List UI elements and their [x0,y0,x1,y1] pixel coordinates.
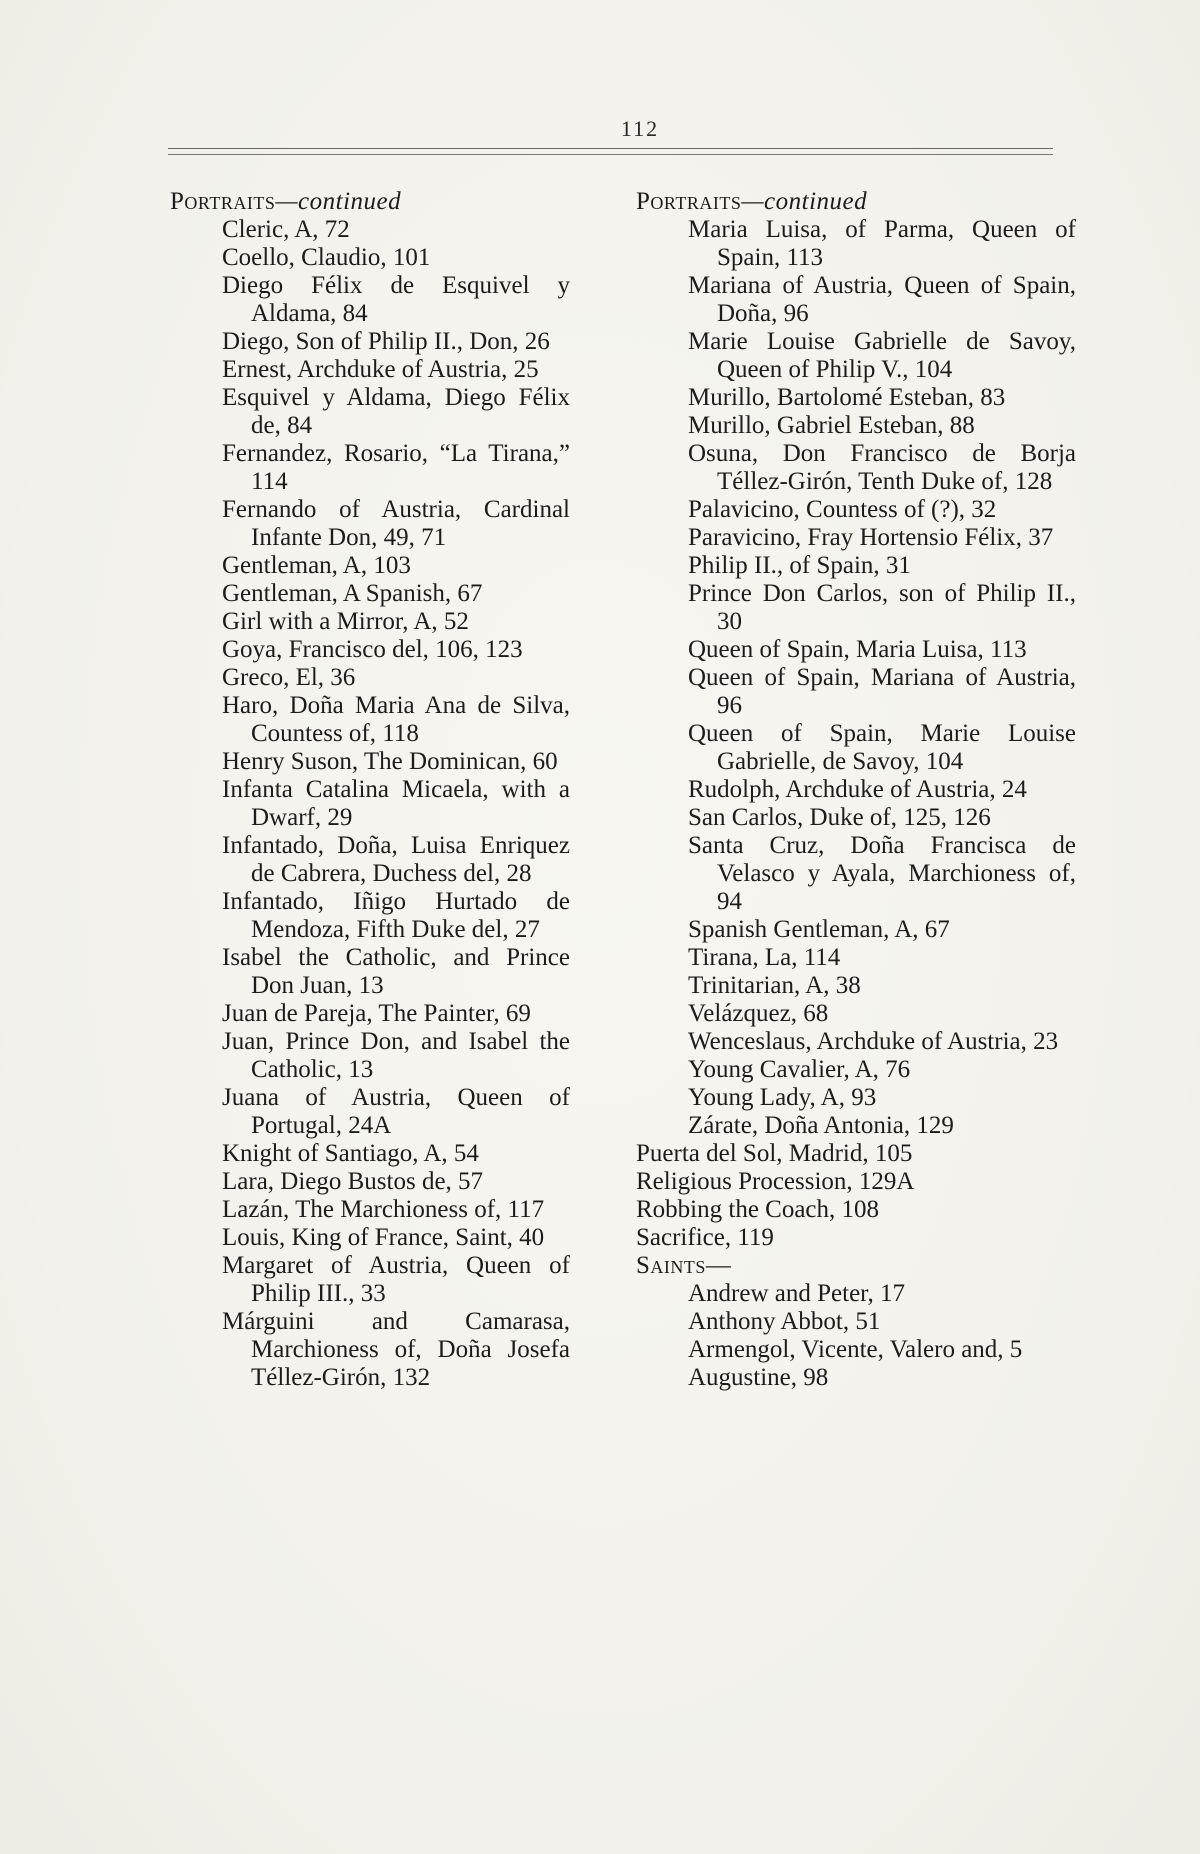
index-entry: Augustine, 98 [688,1364,829,1391]
right-column-heading [636,188,1076,216]
index-entry: Trinitarian, A, 38 [688,972,861,999]
index-entry: Robbing the Coach, 108 [636,1196,880,1223]
index-entry: Armengol, Vicente, Valero and, 5 [688,1336,1023,1363]
index-entry: Queen of Spain, Maria Luisa, 113 [688,636,1027,663]
right-main-entry-list [636,1140,1076,1252]
index-entry: Girl with a Mirror, A, 52 [222,608,469,635]
left-entry-list [170,216,570,1392]
index-entry: Coello, Claudio, 101 [222,244,431,271]
heading-text: Portraits [636,188,742,215]
index-entry: Goya, Francisco del, 106, 123 [222,636,523,663]
left-column [170,188,570,1392]
index-entry: Puerta del Sol, Madrid, 105 [636,1140,913,1167]
index-entry: Young Cavalier, A, 76 [688,1056,911,1083]
index-entry: Spanish Gentleman, A, 67 [688,916,950,943]
index-entry: Wenceslaus, Archduke of Austria, 23 [688,1028,1059,1055]
index-entry: Juan, Prince Don, and Isabel the Catholic, 13 [222,1028,570,1083]
index-entry: Márguini and Camarasa, Marchioness of, Doña Josefa Téllez-Girón, 132 [222,1308,570,1391]
left-column-heading [170,188,570,216]
heading-continued: —continued [275,188,402,215]
index-entry: Tirana, La, 114 [688,944,841,971]
right-entry-list [636,216,1076,1140]
index-entry: Fernando of Austria, Cardinal Infante Don, 49, 71 [222,496,570,551]
heading-continued: —continued [741,188,868,215]
index-entry: Infantado, Doña, Luisa Enriquez de Cabrera, Duchess del, 28 [222,832,570,887]
index-entry: Queen of Spain, Marie Louise Gabrielle, de Savoy, 104 [688,720,1076,775]
index-entry: Esquivel y Aldama, Diego Félix de, 84 [222,384,570,439]
index-entry: Sacrifice, 119 [636,1224,774,1251]
index-entry: Prince Don Carlos, son of Philip II., 30 [688,580,1076,635]
index-entry: Fernandez, Rosario, “La Tirana,” 114 [222,440,570,495]
index-entry: Henry Suson, The Dominican, 60 [222,748,558,775]
index-entry: Rudolph, Archduke of Austria, 24 [688,776,1027,803]
index-entry: Knight of Santiago, A, 54 [222,1140,479,1167]
index-entry: Greco, El, 36 [222,664,356,691]
index-entry: Diego, Son of Philip II., Don, 26 [222,328,550,355]
saints-heading: Saints— [636,1252,732,1279]
index-entry: Maria Luisa, of Parma, Queen of Spain, 113 [688,216,1076,271]
index-entry: Ernest, Archduke of Austria, 25 [222,356,539,383]
index-entry: Infantado, Iñigo Hurtado de Mendoza, Fifth Duke del, 27 [222,888,570,943]
index-entry: Anthony Abbot, 51 [688,1308,881,1335]
index-entry: Paravicino, Fray Hortensio Félix, 37 [688,524,1054,551]
index-entry: Religious Procession, 129A [636,1168,915,1195]
index-entry: Juana of Austria, Queen of Portugal, 24A [222,1084,570,1139]
index-entry: Queen of Spain, Mariana of Austria, 96 [688,664,1076,719]
index-entry: Louis, King of France, Saint, 40 [222,1224,545,1251]
index-entry: Zárate, Doña Antonia, 129 [688,1112,954,1139]
index-entry: Philip II., of Spain, 31 [688,552,911,579]
index-entry: Lazán, The Marchioness of, 117 [222,1196,545,1223]
index-entry: Cleric, A, 72 [222,216,350,243]
index-entry: Gentleman, A Spanish, 67 [222,580,483,607]
index-entry: Margaret of Austria, Queen of Philip III., 33 [222,1252,570,1307]
index-entry: Infanta Catalina Micaela, with a Dwarf, 29 [222,776,570,831]
index-entry: Mariana of Austria, Queen of Spain, Doña, 96 [688,272,1076,327]
page-number: 112 [620,116,660,141]
right-column [636,188,1076,1392]
index-entry: Lara, Diego Bustos de, 57 [222,1168,484,1195]
index-entry: Juan de Pareja, The Painter, 69 [222,1000,531,1027]
index-entry: Osuna, Don Francisco de Borja Téllez-Girón, Tenth Duke of, 128 [688,440,1076,495]
index-entry: San Carlos, Duke of, 125, 126 [688,804,991,831]
index-entry: Isabel the Catholic, and Prince Don Juan, 13 [222,944,570,999]
index-entry: Santa Cruz, Doña Francisca de Velasco y Ayala, Marchioness of, 94 [688,832,1076,915]
index-entry: Marie Louise Gabrielle de Savoy, Queen of Philip V., 104 [688,328,1076,383]
header-rule [168,148,1053,155]
index-entry: Diego Félix de Esquivel y Aldama, 84 [222,272,570,327]
heading-text: Portraits [170,188,276,215]
index-entry: Gentleman, A, 103 [222,552,411,579]
index-entry: Andrew and Peter, 17 [688,1280,905,1307]
saints-entry-list [636,1280,1076,1392]
index-entry: Palavicino, Countess of (?), 32 [688,496,997,523]
index-entry: Young Lady, A, 93 [688,1084,877,1111]
index-entry: Murillo, Gabriel Esteban, 88 [688,412,975,439]
index-entry: Velázquez, 68 [688,1000,829,1027]
index-entry: Haro, Doña Maria Ana de Silva, Countess of, 118 [222,692,570,747]
index-entry: Murillo, Bartolomé Esteban, 83 [688,384,1006,411]
